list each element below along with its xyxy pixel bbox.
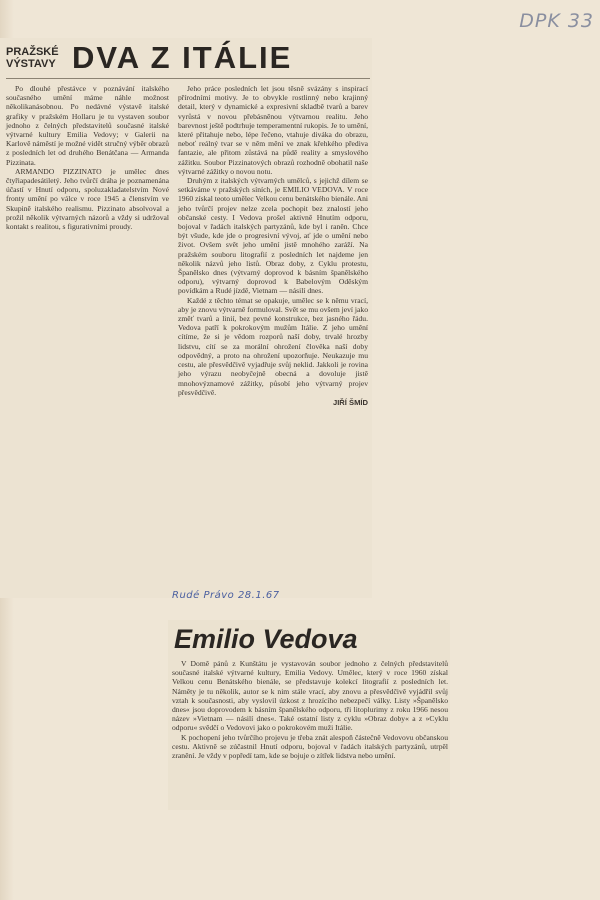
paragraph: Jeho práce posledních let jsou těsně svázány s inspirací přírodními motivy. Je to obvykle rostlinný nebo krajinný detail, který v dynamické a expresivní skladbě tvarů a barev vyrůstá v novou přebásněnou výtvarnou realitu. Jeho barevnost ještě podtrhuje temperamentní rukopis. Je to umění, které přitahuje nebo, lépe řečeno, vtahuje diváka do obrazu, neboť reálný tvar se v něm mění ve znak křehkého předivа fantazie, ale přitom zůstává na půdě reality a smyslového zážitku. Soubor Pizzinatových obrazů rozhodně obohatil naše výtvarné zážitky o novou notu. xyxy=(178,84,368,176)
author-byline: JIŘÍ ŠMÍD xyxy=(332,397,368,407)
handwritten-source-note: Rudé Právo 28.1.67 xyxy=(172,590,280,601)
section-kicker: PRAŽSKÉ VÝSTAVY xyxy=(6,46,59,70)
article2-body xyxy=(172,659,448,760)
paragraph: K pochopení jeho tvůrčího projevu je třeba znát alespoň částečně Vedovovu občanskou cestu. Aktivně se zúčastnil Hnutí odporu, bojoval v řadách italských partyzánů, utrpěl zranění. Je vždy v popředí tam, kde se bojuje o zítřek lidstva nebo umění. xyxy=(172,732,448,761)
paragraph: Druhým z italských výtvarných umělců, s jejichž dílem se setkáváme v pražských síních, je EMILIO VEDOVA. V roce 1960 získal teoto umělec Velkou cenu benátského bienále. Ani jeho tvůrčí projev nelze zcela pochopit bez znalostí jeho občanské cesty. I Vedova prošel aktivně Hnutím odporu, bojoval v řadách italských partyzánů, kde byl i raněn. Chce být všude, kde jde o progresivní vývoj, ať jde o umění nebo život. Ovšem svět jeho umění jistě mnohého zaráží. Na pražském souboru litografií z posledních let najdeme jen několik názvů jeho listů. Obraz doby, z Cyklu protestu, Španělsko dnes (výtvarný doprovod k básním španělského odporu), výtvarný doprovod k Babelovým Oděským povídkám a Rudé jízdě, Vietnam — násilí dnes. xyxy=(178,176,368,296)
paragraph: V Domě pánů z Kunštátu je vystavován soubor jednoho z čelných představitelů současné italské výtvarné kultury, Emilia Vedovy. Umělec, který v roce 1960 získal Velkou cenu Benátského bienále, se představuje kolekcí litografií z posledních let. Náměty je tu několik, autor se k nim stále vrací, aby znovu a přesvědčivě vyjádřil svůj vztah k současnosti, aby vyslovil úzkost z hrozícího nebezpečí války. Listy »Španělsko dnes« jsou doprovodem k básním španělského odporu, tři litoplurimy z roku 1966 nesou název »Vietnam — násilí dnes«. Také ostatní listy z cyklu »Obraz doby« a z »Cyklu odporu« svědčí o Vedovovi jako o pokrokovém muži Itálie. xyxy=(172,659,448,733)
left-column xyxy=(6,84,169,231)
archive-note: DPK 33 xyxy=(519,10,594,32)
paragraph: ARMANDO PIZZINATO je umělec dnes čtyřiapadesátiletý. Jeho tvůrčí dráha je poznamenána účastí v Hnutí odporu, spoluzakladatelstvím Nové fronty umění po válce v roce 1945 a členstvím ve Skupině italského realismu. Pizzinato absolvoval a prožil několik výtvarných názorů a vždy si udržoval kontakt s realitou, s figurativními proudy. xyxy=(6,166,169,232)
headline-rule xyxy=(6,78,370,79)
right-column xyxy=(178,84,368,407)
article-headline: DVA Z ITÁLIE xyxy=(72,40,293,75)
paragraph: Každé z těchto témat se opakuje, umělec se k němu vrací, aby je znovu výtvarně formuloval. Svět se mu ovšem jeví jako změť tvarů a linií, bez pevné konstrukce, bez jasného řádu. Vedova patří k pokrokovým mužům Itálie. Z jeho umění cítíme, že si je vědom rozporů naší doby, trvalé hrozby lidstvu, cítí se za morální ohrožení člověka naší doby odpovědný, a proto na ohrožení upozorňuje. Neukazuje mu cestu, ale přesvědčivě vyjadřuje svůj neklid. Jakkoli je rovina jeho výrazu neobyčejně obecná a dovoluje jistě mnohovýznamové zážitky, působí jeho výtvarný projev přesvědčivě. xyxy=(178,295,369,397)
article-title: Emilio Vedova xyxy=(174,624,358,654)
paragraph: Po dlouhé přestávce v poznávání italského současného umění máme náhle možnost několikanásobnou. Po nedávné výstavě italské grafiky v pražském Hollaru je tu vystaven soubor jednoho z čelných představitelů současné italské výtvarné kultury Emilia Vedovy; v Galerii na Karlově náměstí je možné vidět stručný výběr obrazů z posledních let od druhého Benátčana — Armanda Pizzinata. xyxy=(6,84,169,167)
